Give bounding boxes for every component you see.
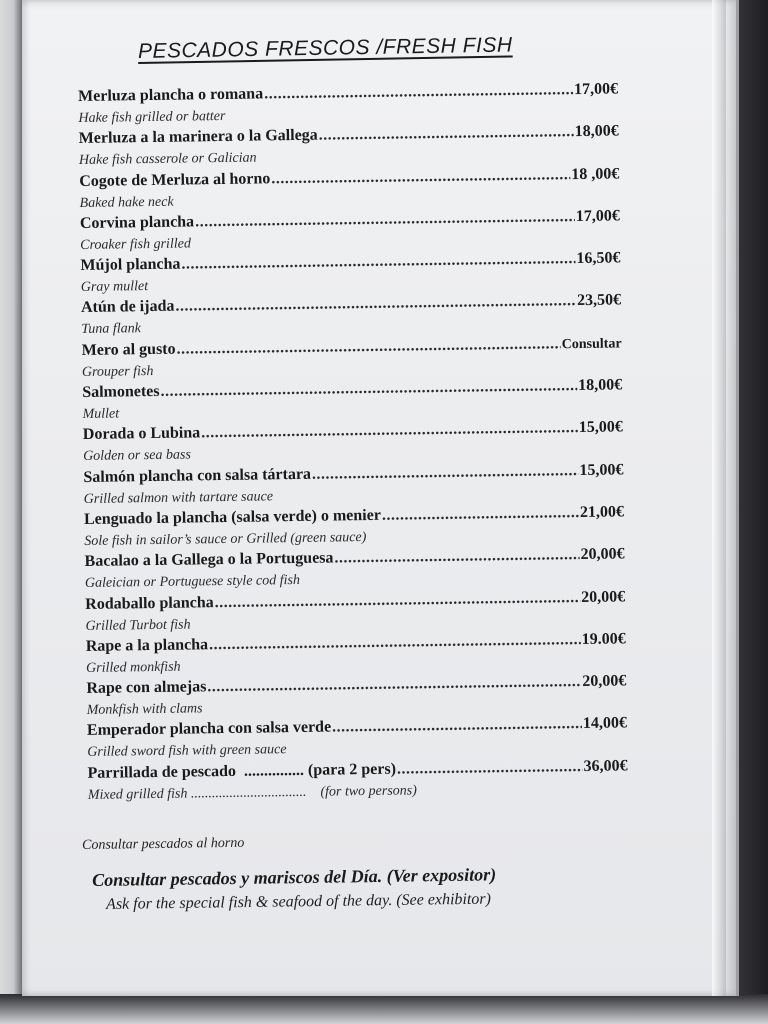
item-price: 18 ,00€	[571, 165, 620, 183]
daily-special-note-en: Ask for the special fish & seafood of the day. (See exhibitor)	[106, 890, 492, 913]
item-name: Merluza a la marinera o la Gallega	[78, 126, 318, 148]
item-name: Mújol plancha	[80, 255, 181, 275]
item-description: Hake fish casserole or Galician	[78, 150, 257, 169]
menu-item	[84, 546, 625, 596]
menu-item	[78, 80, 619, 130]
item-price: 20,00€	[581, 587, 626, 606]
dot-leader	[382, 504, 579, 525]
dot-leader	[209, 631, 581, 654]
menu-item	[83, 419, 624, 469]
item-portion-en: (for two persons)	[320, 783, 417, 800]
dot-leader	[319, 123, 574, 145]
item-description: Baked hake neck	[79, 194, 174, 211]
item-price: 20,00€	[580, 545, 625, 564]
item-name: Lenguado la plancha (salsa verde) o menier	[83, 506, 382, 528]
menu-item	[85, 588, 626, 638]
menu-item	[82, 334, 623, 384]
daily-special-note: Consultar pescados y mariscos del Día. (Ver expositor)	[92, 864, 497, 890]
item-name: Merluza plancha o romana	[78, 85, 264, 105]
item-price: 23,50€	[576, 291, 622, 310]
item-description: Gray mullet	[80, 279, 149, 296]
item-price: 15,00€	[578, 418, 623, 437]
dot-leader	[201, 419, 578, 442]
item-name: Rape a la plancha	[85, 636, 209, 655]
item-price: 19.00€	[581, 630, 626, 648]
item-name: Rape con almejas	[86, 678, 207, 698]
menu-item	[80, 250, 621, 300]
item-price: 20,00€	[582, 672, 627, 691]
fish-menu-list	[78, 80, 628, 807]
dot-leader	[215, 589, 581, 612]
item-portion: (para 2 pers)	[307, 760, 397, 779]
item-price: 15,00€	[579, 461, 624, 479]
item-description: Grilled monkfish	[85, 659, 181, 676]
item-price: 17,00€	[573, 80, 619, 99]
item-name: Atún de ijada	[80, 298, 175, 317]
item-price: 21,00€	[579, 503, 625, 522]
item-description: Mullet	[82, 406, 120, 423]
item-description: Grouper fish	[81, 363, 154, 380]
item-price: 36,00€	[583, 757, 628, 775]
dot-leader	[312, 462, 579, 484]
menu-item: Parrillada de pescado ............... (para 2 pers) ..... 36,00€ Mixed grilled fish ................................. (for two persons)	[87, 757, 628, 807]
item-description: Sole fish in sailor’s sauce or Grilled (green sauce)	[84, 529, 367, 549]
dot-leader	[397, 758, 583, 779]
menu-item	[79, 123, 620, 173]
item-name: Parrillada de pescado	[87, 762, 237, 782]
menu-item	[86, 673, 627, 723]
item-name: Rodaballo plancha	[85, 593, 214, 613]
item-name: Salmonetes	[82, 382, 160, 402]
plastic-sleeve-edge	[712, 0, 726, 996]
dot-leader	[264, 81, 573, 103]
item-name: Salmón plancha con salsa tártara	[83, 465, 312, 486]
menu-item	[83, 461, 624, 511]
dot-leader	[271, 166, 570, 188]
item-name: Cogote de Merluza al horno	[79, 169, 271, 190]
item-price: 14,00€	[582, 714, 628, 733]
oven-fish-note: Consultar pescados al horno	[82, 835, 245, 853]
menu-item	[80, 207, 621, 257]
item-description: Hake fish grilled or batter	[78, 108, 226, 126]
item-name: Mero al gusto	[81, 340, 176, 359]
menu-item	[79, 165, 620, 215]
item-description: Grilled sword fish with green sauce	[87, 742, 287, 761]
dot-leader	[334, 546, 579, 567]
item-description: Tuna flank	[81, 321, 141, 338]
menu-item	[86, 630, 627, 680]
item-price: 18,00€	[578, 376, 623, 395]
item-name: Emperador plancha con salsa verde	[86, 718, 332, 740]
item-price: 16,50€	[576, 249, 621, 268]
item-price: 17,00€	[575, 207, 620, 225]
menu-item	[82, 377, 623, 427]
item-name: Bacalao a la Gallega o la Portuguesa	[84, 549, 334, 571]
item-description: Golden or sea bass	[83, 447, 191, 465]
item-description: Grilled salmon with tartare sauce	[83, 488, 274, 507]
page-title: PESCADOS FRESCOS /FRESH FISH	[137, 33, 513, 63]
dot-leader	[332, 715, 582, 736]
item-description: Galeician or Portuguese style cod fish	[84, 573, 301, 592]
item-description: Monkfish with clams	[86, 701, 203, 719]
dot-leader	[207, 673, 581, 696]
item-name: Dorada o Lubina	[82, 424, 201, 444]
item-description: Mixed grilled fish	[87, 786, 188, 803]
item-price: Consultar	[561, 336, 622, 353]
item-price: 18,00€	[574, 122, 619, 141]
binder-bottom	[0, 994, 768, 1024]
item-name: Corvina plancha	[79, 213, 195, 232]
menu-item	[87, 715, 628, 765]
item-description: Grilled Turbot fish	[85, 617, 191, 634]
menu-item	[81, 292, 622, 342]
menu-item	[84, 503, 625, 553]
binder-left-edge	[0, 0, 22, 1024]
item-description: Croaker fish grilled	[80, 236, 191, 253]
